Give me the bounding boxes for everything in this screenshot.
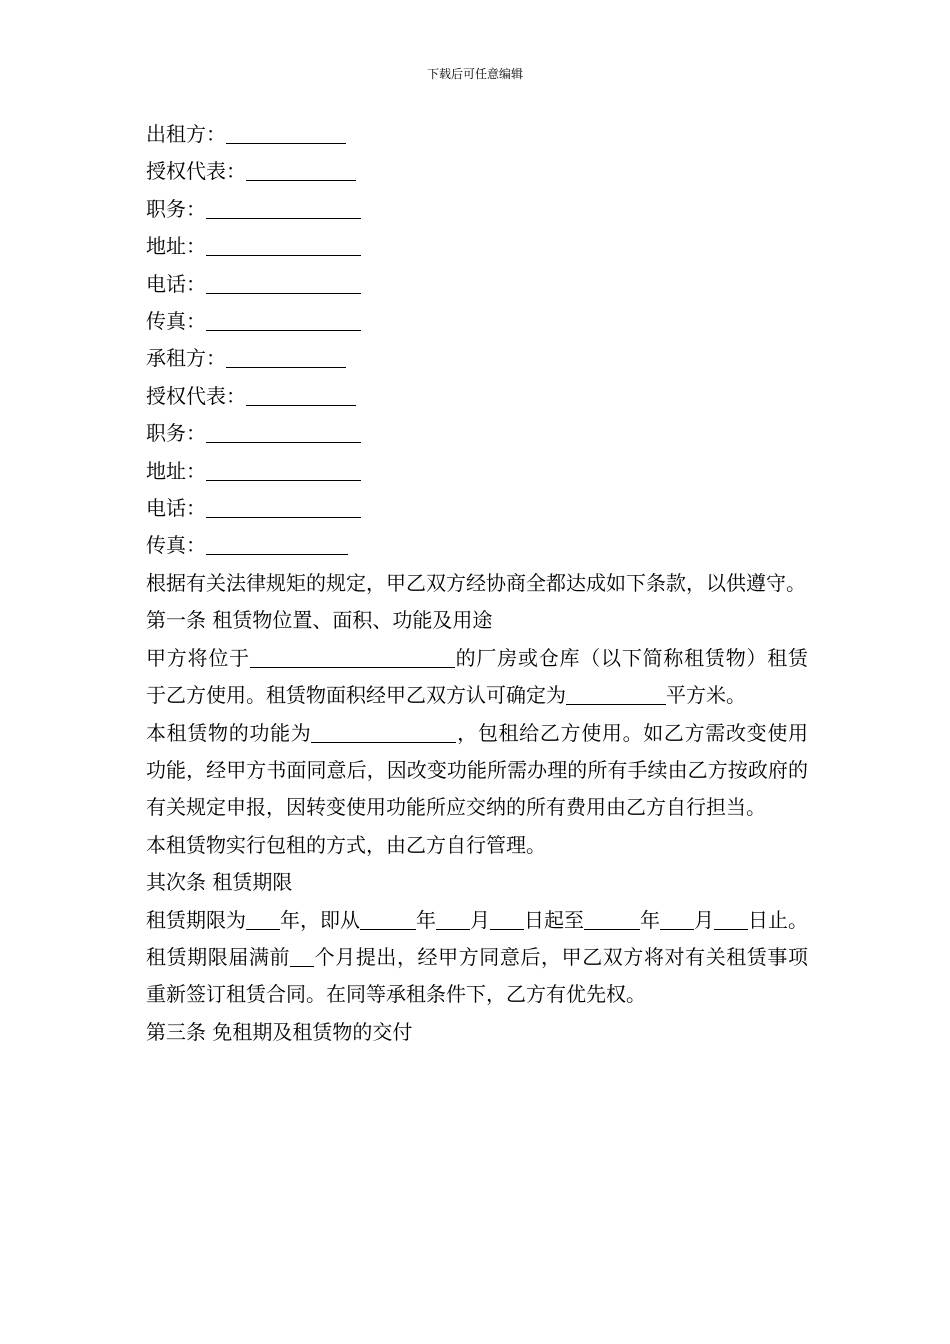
notice-months-blank[interactable]: [290, 947, 314, 967]
article2-p2-text-b: 个月提出，经甲方同意后，甲乙双方将对有关租赁事项重新签订租赁合同。在同等承租条件下，乙方有优先权。: [146, 944, 809, 1007]
article2-p1-text-c: 年: [416, 907, 436, 932]
article1-p2-text-b: ，包租给乙方使用。如乙方需改变使用功能，经甲方书面同意后，因改变功能所需办理的所有手续由乙方按政府的有关规定申报，因转变使用功能所应交纳的所有费用由乙方自行担当。: [146, 720, 809, 820]
article1-paragraph-location: [146, 640, 808, 715]
lessee-position-line: [146, 415, 816, 452]
end-month-blank[interactable]: [660, 910, 694, 930]
lessor-phone-blank[interactable]: [206, 274, 361, 294]
start-month-blank[interactable]: [436, 910, 470, 930]
lessor-rep-blank[interactable]: [246, 161, 356, 181]
article2-p1-text-e: 日起至: [524, 907, 584, 932]
page-header: 下载后可任意编辑: [426, 67, 523, 81]
location-blank[interactable]: [250, 648, 455, 668]
end-day-blank[interactable]: [714, 910, 748, 930]
lessor-fax-blank[interactable]: [206, 311, 361, 331]
lessee-fax-line: [146, 527, 816, 564]
article1-paragraph-lease-mode: 本租赁物实行包租的方式，由乙方自行管理。: [146, 832, 546, 857]
lessor-position-line: [146, 191, 816, 228]
term-years-blank[interactable]: [246, 910, 280, 930]
lessor-title-label: 出租方：: [146, 122, 226, 146]
article1-heading: 第一条 租赁物位置、面积、功能及用途: [146, 608, 493, 633]
lessor-address-line: [146, 228, 816, 265]
article2-p1-text-d: 月: [470, 907, 490, 932]
start-year-blank[interactable]: [360, 910, 416, 930]
lessor-title-line: [146, 116, 816, 153]
function-blank[interactable]: [311, 723, 456, 743]
lessor-address-blank[interactable]: [206, 236, 361, 256]
intro-paragraph: 根据有关法律规矩的规定，甲乙双方经协商全都达成如下条款，以供遵守。: [146, 570, 806, 595]
lessee-rep-line: [146, 378, 816, 415]
article2-p1-text-h: 日止。: [748, 907, 808, 932]
lessee-position-label: 职务：: [146, 421, 206, 446]
lessee-fax-label: 传真：: [146, 533, 206, 558]
lessee-rep-label: 授权代表：: [146, 383, 246, 408]
lessee-fax-blank[interactable]: [206, 535, 348, 555]
article2-p1-text-a: 租赁期限为: [146, 907, 246, 932]
lessee-title-line: [146, 340, 816, 377]
lessor-rep-label: 授权代表：: [146, 159, 246, 184]
lessor-rep-line: [146, 153, 816, 190]
lessor-phone-line: [146, 266, 816, 303]
lessee-position-blank[interactable]: [206, 423, 361, 443]
lessee-name-blank[interactable]: [226, 348, 346, 368]
article2-paragraph-renewal: [146, 939, 808, 1014]
lessee-address-label: 地址：: [146, 458, 206, 483]
article3-heading: 第三条 免租期及租赁物的交付: [146, 1019, 413, 1044]
lessee-phone-blank[interactable]: [206, 498, 361, 518]
lessee-phone-line: [146, 490, 816, 527]
lessee-rep-blank[interactable]: [246, 386, 356, 406]
article2-paragraph-term: [146, 902, 808, 939]
article1-paragraph-function: [146, 715, 808, 827]
article1-p1-text-b: 的厂房或仓库（以下简称租赁物）租赁于乙方使用。租赁物面积经甲乙双方认可确定为: [146, 645, 809, 708]
contract-body: [146, 116, 816, 1051]
lessee-title-label: 承租方：: [146, 346, 226, 371]
article1-p2-text-a: 本租赁物的功能为: [146, 720, 312, 745]
lessor-position-label: 职务：: [146, 196, 206, 221]
lessor-fax-line: [146, 303, 816, 340]
area-blank[interactable]: [566, 685, 666, 705]
lessor-name-blank[interactable]: [226, 124, 346, 144]
article2-heading: 其次条 租赁期限: [146, 870, 293, 895]
lessee-address-blank[interactable]: [206, 461, 361, 481]
lessee-address-line: [146, 453, 816, 490]
lessor-fax-label: 传真：: [146, 309, 206, 334]
article2-p1-text-g: 月: [694, 907, 714, 932]
end-year-blank[interactable]: [584, 910, 640, 930]
article2-p1-text-b: 年，即从: [280, 907, 360, 932]
lessor-position-blank[interactable]: [206, 199, 361, 219]
article2-p2-text-a: 租赁期限届满前: [146, 944, 291, 969]
start-day-blank[interactable]: [490, 910, 524, 930]
lessor-address-label: 地址：: [146, 234, 206, 259]
article1-p1-text-a: 甲方将位于: [146, 645, 250, 670]
lessor-phone-label: 电话：: [146, 271, 206, 296]
article1-p1-text-c: 平方米。: [666, 683, 746, 708]
article2-p1-text-f: 年: [640, 907, 660, 932]
lessee-phone-label: 电话：: [146, 496, 206, 521]
